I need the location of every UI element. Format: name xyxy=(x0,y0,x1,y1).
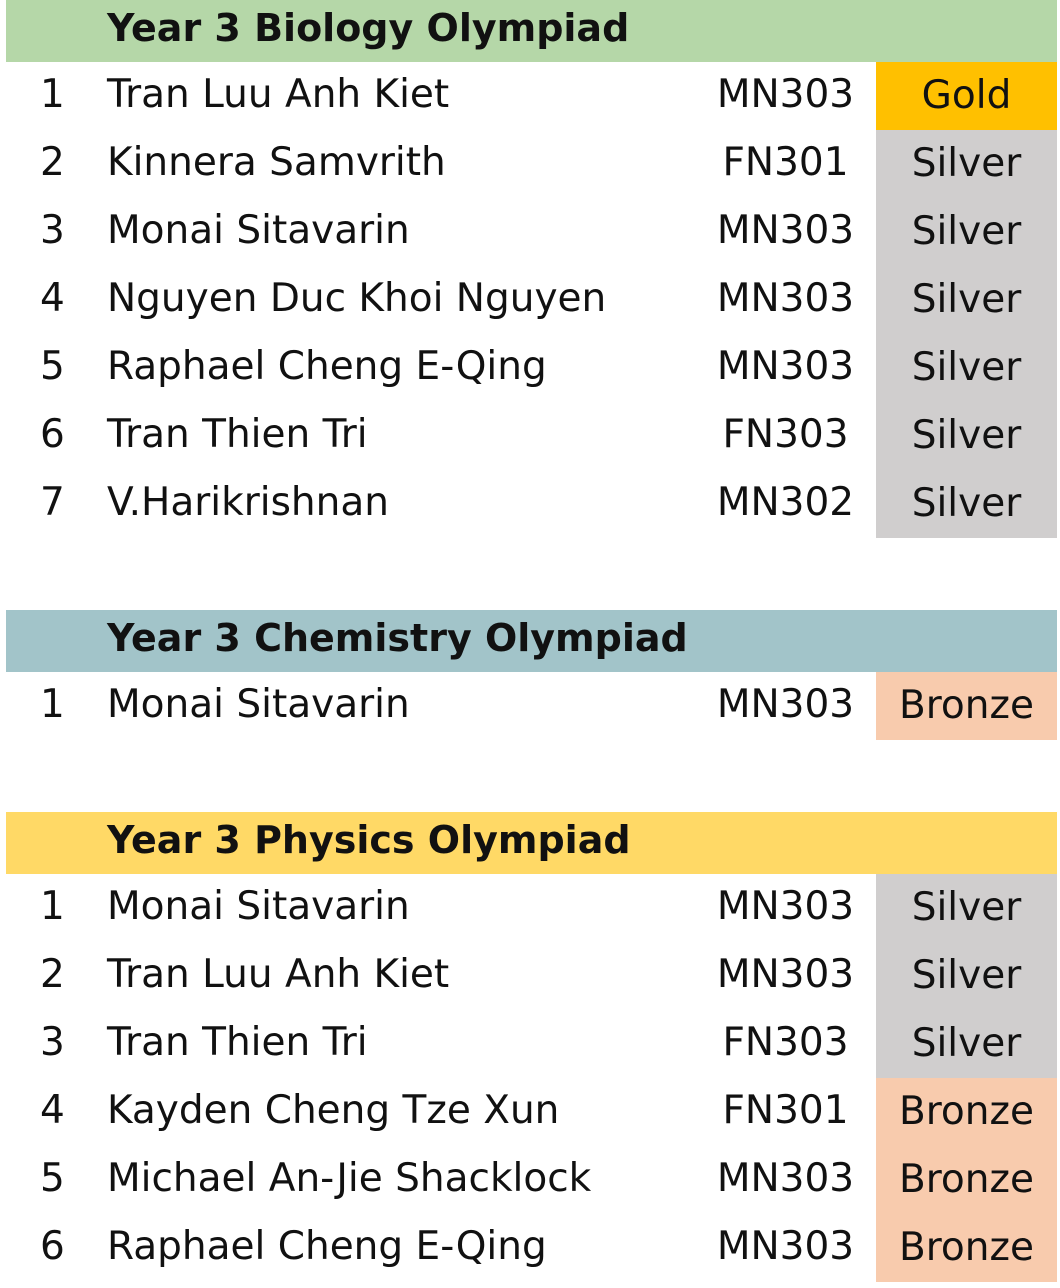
student-name: Tran Thien Tri xyxy=(107,1020,368,1065)
award-cell xyxy=(876,266,1057,334)
class-code: MN303 xyxy=(716,682,855,727)
row-number: 1 xyxy=(40,682,65,727)
class-code: MN303 xyxy=(716,276,855,321)
class-code: FN303 xyxy=(722,1020,849,1065)
row-number: 6 xyxy=(40,1224,65,1269)
table-row xyxy=(6,266,1057,334)
student-name: Nguyen Duc Khoi Nguyen xyxy=(107,276,607,321)
section-header xyxy=(6,812,1057,874)
award-cell xyxy=(876,942,1057,1010)
award-cell xyxy=(876,130,1057,198)
award-cell xyxy=(876,334,1057,402)
class-code: MN303 xyxy=(716,72,855,117)
row-number: 3 xyxy=(40,208,65,253)
class-code: FN301 xyxy=(722,1088,849,1133)
student-name: Monai Sitavarin xyxy=(107,884,410,929)
row-number: 4 xyxy=(40,1088,65,1133)
award-label: Silver xyxy=(911,413,1022,458)
row-number: 1 xyxy=(40,884,65,929)
award-cell xyxy=(876,1078,1057,1146)
table-row xyxy=(6,1146,1057,1214)
section-title: Year 3 Physics Olympiad xyxy=(107,818,631,862)
table-row xyxy=(6,62,1057,130)
table-row xyxy=(6,470,1057,538)
award-cell xyxy=(876,62,1057,130)
class-code: FN303 xyxy=(722,412,849,457)
student-name: Monai Sitavarin xyxy=(107,682,410,727)
award-cell xyxy=(876,1146,1057,1214)
row-number: 5 xyxy=(40,1156,65,1201)
class-code: MN303 xyxy=(716,1156,855,1201)
table-row xyxy=(6,672,1057,740)
student-name: Monai Sitavarin xyxy=(107,208,410,253)
table-row xyxy=(6,1010,1057,1078)
award-cell xyxy=(876,1010,1057,1078)
student-name: Tran Luu Anh Kiet xyxy=(107,72,450,117)
table-row xyxy=(6,402,1057,470)
row-number: 4 xyxy=(40,276,65,321)
award-label: Bronze xyxy=(899,1157,1034,1202)
table-row xyxy=(6,1214,1057,1282)
award-label: Silver xyxy=(911,277,1022,322)
student-name: Tran Luu Anh Kiet xyxy=(107,952,450,997)
student-name: Michael An-Jie Shacklock xyxy=(107,1156,592,1201)
award-label: Silver xyxy=(911,209,1022,254)
row-number: 5 xyxy=(40,344,65,389)
table-row xyxy=(6,1078,1057,1146)
student-name: Kinnera Samvrith xyxy=(107,140,446,185)
section-title: Year 3 Chemistry Olympiad xyxy=(107,616,688,660)
row-number: 3 xyxy=(40,1020,65,1065)
section-header xyxy=(6,610,1057,672)
table-row xyxy=(6,874,1057,942)
award-cell xyxy=(876,1214,1057,1282)
student-name: Tran Thien Tri xyxy=(107,412,368,457)
row-number: 1 xyxy=(40,72,65,117)
student-name: Raphael Cheng E-Qing xyxy=(107,1224,547,1269)
physics-section xyxy=(6,812,1057,1282)
award-label: Bronze xyxy=(899,1225,1034,1270)
class-code: MN303 xyxy=(716,884,855,929)
student-name: Kayden Cheng Tze Xun xyxy=(107,1088,560,1133)
table-row xyxy=(6,130,1057,198)
award-cell xyxy=(876,874,1057,942)
student-name: Raphael Cheng E-Qing xyxy=(107,344,547,389)
class-code: MN302 xyxy=(716,480,855,525)
row-number: 6 xyxy=(40,412,65,457)
award-cell xyxy=(876,198,1057,266)
award-cell xyxy=(876,672,1057,740)
table-row xyxy=(6,334,1057,402)
award-cell xyxy=(876,402,1057,470)
award-label: Silver xyxy=(911,1021,1022,1066)
award-label: Silver xyxy=(911,481,1022,526)
row-number: 7 xyxy=(40,480,65,525)
class-code: MN303 xyxy=(716,952,855,997)
award-label: Silver xyxy=(911,953,1022,998)
biology-section xyxy=(6,0,1057,538)
award-label: Bronze xyxy=(899,1089,1034,1134)
table-row xyxy=(6,942,1057,1010)
row-number: 2 xyxy=(40,140,65,185)
award-label: Silver xyxy=(911,141,1022,186)
award-cell xyxy=(876,470,1057,538)
award-label: Silver xyxy=(911,885,1022,930)
class-code: MN303 xyxy=(716,344,855,389)
class-code: MN303 xyxy=(716,1224,855,1269)
section-title: Year 3 Biology Olympiad xyxy=(107,6,630,50)
chemistry-section xyxy=(6,610,1057,740)
award-label: Bronze xyxy=(899,683,1034,728)
award-label: Gold xyxy=(921,73,1012,118)
award-label: Silver xyxy=(911,345,1022,390)
student-name: V.Harikrishnan xyxy=(107,480,389,525)
section-header xyxy=(6,0,1057,62)
class-code: FN301 xyxy=(722,140,849,185)
class-code: MN303 xyxy=(716,208,855,253)
table-row xyxy=(6,198,1057,266)
row-number: 2 xyxy=(40,952,65,997)
